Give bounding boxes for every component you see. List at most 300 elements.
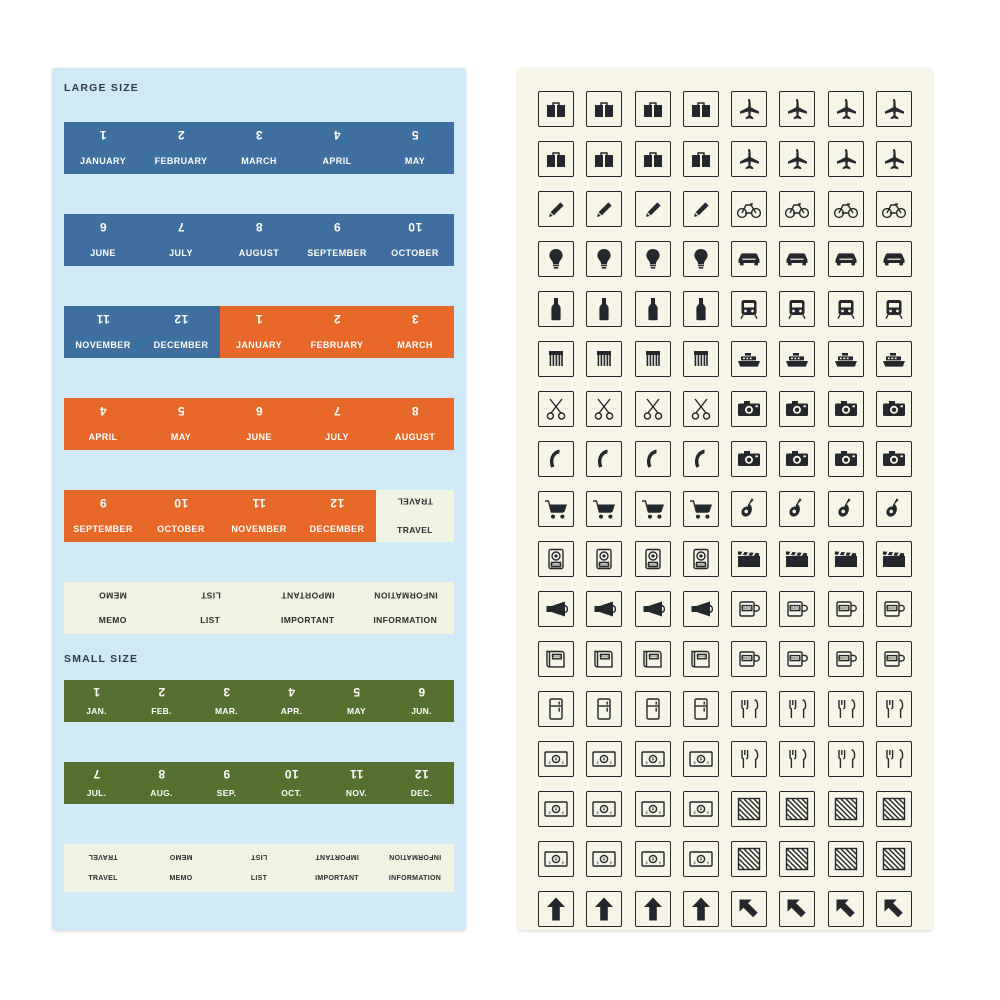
icon-sticker-cell[interactable] (870, 534, 918, 584)
icon-sticker-cell[interactable] (580, 534, 628, 584)
icon-sticker-cell[interactable] (870, 684, 918, 734)
icon-sticker-cell[interactable] (822, 284, 870, 334)
label-name: FEBRUARY (154, 156, 208, 166)
icon-sticker-cell[interactable] (773, 884, 821, 930)
icon-sticker-cell[interactable] (822, 84, 870, 134)
icon-sticker-cell[interactable] (580, 834, 628, 884)
label-cell[interactable] (142, 122, 220, 174)
label-number: 8 (255, 220, 263, 234)
label-name: SEPTEMBER (73, 524, 133, 534)
arrow-up-icon (586, 891, 622, 927)
label-cell[interactable] (142, 398, 220, 450)
label-strip-large-2[interactable] (64, 214, 454, 266)
label-cell-list[interactable] (162, 582, 260, 634)
icon-sticker-cell[interactable] (532, 884, 580, 930)
mug-icon (876, 591, 912, 627)
label-strip-large-3[interactable] (64, 306, 454, 358)
airplane-icon (779, 141, 815, 177)
icon-sticker-cell[interactable] (532, 84, 580, 134)
ship-icon (731, 341, 767, 377)
label-cell[interactable] (220, 214, 298, 266)
icon-sticker-cell[interactable] (773, 834, 821, 884)
book-icon (538, 641, 574, 677)
label-cell[interactable] (194, 762, 259, 804)
icon-sticker-cell[interactable] (677, 534, 725, 584)
briefcase-icon (683, 141, 719, 177)
book-icon (586, 641, 622, 677)
grid-icon (779, 841, 815, 877)
icon-sticker-cell[interactable] (677, 734, 725, 784)
icon-sticker-cell[interactable] (580, 184, 628, 234)
label-cell[interactable] (64, 306, 142, 358)
label-cell[interactable] (324, 680, 389, 722)
label-word: INFORMATION (388, 853, 442, 860)
icon-sticker-cell[interactable] (773, 584, 821, 634)
icon-sticker-cell[interactable] (773, 184, 821, 234)
icon-sticker-cell[interactable] (580, 634, 628, 684)
cutlery-icon (828, 741, 864, 777)
label-cell[interactable] (298, 306, 376, 358)
pencil-icon (635, 191, 671, 227)
icon-sticker-cell[interactable] (580, 284, 628, 334)
arrow-upleft-icon (828, 891, 864, 927)
label-strip-small-1[interactable] (64, 680, 454, 722)
icon-sticker-cell[interactable] (773, 284, 821, 334)
label-cell[interactable] (324, 762, 389, 804)
label-cell-travel[interactable] (64, 844, 142, 892)
svg-text:$: $ (548, 761, 551, 765)
label-name: MAR. (215, 705, 238, 716)
label-strip-small-words[interactable] (64, 844, 454, 892)
icon-sticker-cell[interactable] (773, 334, 821, 384)
label-cell[interactable] (64, 214, 142, 266)
svg-text:$: $ (548, 811, 551, 815)
label-strip-large-words[interactable] (64, 582, 454, 634)
icon-sticker-cell[interactable] (725, 334, 773, 384)
icon-sticker-cell[interactable] (629, 184, 677, 234)
ship-icon (779, 341, 815, 377)
icon-sticker-cell[interactable] (773, 134, 821, 184)
label-number: 2 (333, 312, 341, 326)
shopping-cart-icon (586, 491, 622, 527)
lightbulb-icon (538, 241, 574, 277)
icon-sticker-cell[interactable] (870, 434, 918, 484)
icon-sticker-cell[interactable] (629, 434, 677, 484)
briefcase-icon (538, 91, 574, 127)
guitar-icon (731, 491, 767, 527)
label-cell[interactable] (129, 762, 194, 804)
icon-sticker-cell[interactable] (677, 334, 725, 384)
icon-sticker-cell[interactable] (677, 784, 725, 834)
label-word: INFORMATION (388, 875, 442, 882)
svg-text:€: € (658, 761, 661, 765)
icon-sticker-cell[interactable] (677, 834, 725, 884)
icon-sticker-cell[interactable] (870, 484, 918, 534)
pencil-icon (683, 191, 719, 227)
icon-sticker-cell[interactable] (822, 134, 870, 184)
money-icon (538, 741, 574, 777)
icon-sticker-cell[interactable] (580, 584, 628, 634)
label-cell-important[interactable] (298, 844, 376, 892)
label-name: AUGUST (238, 248, 280, 258)
icon-sticker-cell[interactable] (822, 734, 870, 784)
label-cell[interactable] (142, 214, 220, 266)
label-cell-information[interactable] (357, 582, 455, 634)
mug-icon (731, 591, 767, 627)
icon-sticker-cell[interactable] (532, 634, 580, 684)
label-word: MEMO (98, 614, 127, 625)
icon-sticker-cell[interactable] (629, 484, 677, 534)
icon-sticker-cell[interactable] (677, 634, 725, 684)
label-cell[interactable] (64, 762, 129, 804)
icon-sticker-cell[interactable] (532, 784, 580, 834)
mug-icon (876, 641, 912, 677)
icon-sticker-cell[interactable] (773, 534, 821, 584)
label-word: LIST (200, 614, 221, 625)
label-cell[interactable] (220, 306, 298, 358)
label-number: 7 (92, 767, 101, 781)
label-cell-memo[interactable] (64, 582, 162, 634)
icon-sticker-cell[interactable] (580, 84, 628, 134)
icon-sticker-cell[interactable] (677, 184, 725, 234)
icon-sticker-cell[interactable] (725, 484, 773, 534)
camera-icon (779, 441, 815, 477)
label-cell[interactable] (376, 214, 454, 266)
icon-sticker-cell[interactable] (870, 334, 918, 384)
label-cell[interactable] (194, 680, 259, 722)
icon-sticker-cell[interactable] (580, 684, 628, 734)
icon-sticker-cell[interactable] (725, 734, 773, 784)
icon-sticker-cell[interactable] (580, 134, 628, 184)
svg-text:TRAVEL: TRAVEL (789, 606, 802, 611)
icon-sticker-cell[interactable] (629, 384, 677, 434)
label-number: 4 (99, 404, 107, 418)
icon-sticker-cell[interactable] (677, 484, 725, 534)
label-cell[interactable] (259, 762, 324, 804)
svg-text:€: € (658, 861, 661, 865)
icon-sticker-cell[interactable] (870, 834, 918, 884)
icon-sticker-cell[interactable] (629, 784, 677, 834)
label-cell-travel[interactable] (376, 490, 454, 542)
icon-sticker-cell[interactable] (677, 884, 725, 930)
icon-sticker-cell[interactable] (725, 434, 773, 484)
label-cell[interactable] (220, 490, 298, 542)
icon-sticker-cell[interactable] (580, 434, 628, 484)
camera-icon (876, 441, 912, 477)
icon-sticker-cell[interactable] (580, 484, 628, 534)
label-name: JUL. (86, 787, 107, 798)
cutlery-icon (876, 691, 912, 727)
icon-sticker-cell[interactable] (725, 184, 773, 234)
lightbulb-icon (683, 241, 719, 277)
label-cell[interactable] (259, 680, 324, 722)
label-cell[interactable] (64, 680, 129, 722)
icon-sticker-cell[interactable] (532, 134, 580, 184)
icon-sticker-cell[interactable] (677, 584, 725, 634)
icon-sticker-cell[interactable] (870, 584, 918, 634)
icon-sticker-cell[interactable] (580, 384, 628, 434)
train-icon (876, 291, 912, 327)
icon-sticker-cell[interactable] (725, 534, 773, 584)
icon-sticker-cell[interactable] (532, 184, 580, 234)
icon-sticker-cell[interactable] (532, 234, 580, 284)
icon-sticker-cell[interactable] (822, 484, 870, 534)
icon-sticker-cell[interactable] (822, 884, 870, 930)
camera-icon (828, 441, 864, 477)
label-strip-small-2[interactable] (64, 762, 454, 804)
icon-sticker-cell[interactable] (629, 534, 677, 584)
svg-text:€: € (562, 811, 564, 815)
icon-sticker-cell[interactable] (532, 384, 580, 434)
icon-sticker-cell[interactable] (725, 784, 773, 834)
icon-sticker-cell[interactable] (532, 284, 580, 334)
label-cell[interactable] (129, 680, 194, 722)
label-cell[interactable] (389, 762, 454, 804)
icon-sticker-cell[interactable] (725, 384, 773, 434)
icon-sticker-cell[interactable] (773, 684, 821, 734)
icon-sticker-cell[interactable] (532, 834, 580, 884)
svg-text:¥: ¥ (699, 857, 703, 864)
shopping-cart-icon (683, 491, 719, 527)
icon-sticker-cell[interactable] (870, 284, 918, 334)
label-name: NOV. (345, 787, 368, 798)
icon-sticker-cell[interactable] (629, 734, 677, 784)
icon-sticker-cell[interactable] (773, 634, 821, 684)
pencil-icon (538, 191, 574, 227)
money-icon (538, 791, 574, 827)
svg-text:¥: ¥ (651, 807, 654, 814)
icon-sticker-cell[interactable] (532, 534, 580, 584)
label-cell-list[interactable] (220, 844, 298, 892)
icon-sticker-cell[interactable] (725, 84, 773, 134)
megaphone-icon (586, 591, 622, 627)
label-cell[interactable] (64, 490, 142, 542)
icon-sticker-cell[interactable] (725, 584, 773, 634)
label-number: 11 (349, 767, 364, 781)
icon-sticker-cell[interactable] (725, 884, 773, 930)
wine-bottle-icon (586, 291, 622, 327)
label-name: MAY (404, 156, 426, 166)
icon-sticker-cell[interactable] (580, 784, 628, 834)
icon-sticker-cell[interactable] (822, 584, 870, 634)
icon-sticker-cell[interactable] (725, 234, 773, 284)
megaphone-icon (683, 591, 719, 627)
icon-sticker-cell[interactable] (870, 134, 918, 184)
icon-sticker-cell[interactable] (580, 734, 628, 784)
icon-sticker-cell[interactable] (677, 384, 725, 434)
icon-sticker-cell[interactable] (773, 384, 821, 434)
icon-sticker-cell[interactable] (532, 684, 580, 734)
icon-sticker-cell[interactable] (822, 384, 870, 434)
icon-sticker-cell[interactable] (580, 234, 628, 284)
label-cell[interactable] (298, 490, 376, 542)
icon-sticker-cell[interactable] (822, 184, 870, 234)
icon-sticker-cell[interactable] (773, 784, 821, 834)
icon-sticker-cell[interactable] (629, 834, 677, 884)
label-strip-large-4[interactable] (64, 398, 454, 450)
icon-sticker-cell[interactable] (629, 134, 677, 184)
icon-sticker-cell[interactable] (870, 734, 918, 784)
label-cell[interactable] (142, 490, 220, 542)
camera-back-icon (538, 541, 574, 577)
label-strip-large-5[interactable] (64, 490, 454, 542)
icon-sticker-cell[interactable] (725, 684, 773, 734)
svg-text:$: $ (693, 811, 696, 815)
megaphone-icon (635, 591, 671, 627)
label-cell[interactable] (376, 122, 454, 174)
icon-sticker-cell[interactable] (725, 834, 773, 884)
icon-sticker-cell[interactable] (629, 884, 677, 930)
label-name: OCT. (281, 787, 302, 798)
icon-sticker-cell[interactable] (822, 434, 870, 484)
icon-sticker-cell[interactable] (677, 684, 725, 734)
icon-sticker-cell[interactable] (629, 284, 677, 334)
icon-sticker-cell[interactable] (773, 434, 821, 484)
icon-sticker-cell[interactable] (725, 134, 773, 184)
mug-icon (731, 641, 767, 677)
icon-sticker-cell[interactable] (629, 234, 677, 284)
airplane-icon (876, 141, 912, 177)
camera-icon (828, 391, 864, 427)
label-number: 12 (414, 767, 429, 781)
icon-sticker-cell[interactable] (870, 184, 918, 234)
arrow-upleft-icon (876, 891, 912, 927)
icon-sticker-cell[interactable] (629, 634, 677, 684)
icon-sticker-cell[interactable] (773, 484, 821, 534)
label-cell[interactable] (376, 306, 454, 358)
icon-sticker-cell[interactable] (677, 434, 725, 484)
icon-sticker-cell[interactable] (580, 884, 628, 930)
label-number: 3 (411, 312, 419, 326)
label-cell-information[interactable] (376, 844, 454, 892)
camera-back-icon (683, 541, 719, 577)
label-name: FEB. (151, 705, 172, 716)
label-strip-large-1[interactable] (64, 122, 454, 174)
label-cell[interactable] (64, 398, 142, 450)
svg-text:TRAVEL: TRAVEL (551, 654, 563, 659)
grid-icon (828, 791, 864, 827)
label-cell-important[interactable] (259, 582, 357, 634)
icon-sticker-cell[interactable] (629, 684, 677, 734)
label-word: IMPORTANT (315, 875, 359, 882)
label-number: 8 (157, 767, 166, 781)
svg-text:$: $ (693, 761, 696, 765)
label-cell[interactable] (142, 306, 220, 358)
icon-sticker-cell[interactable] (677, 134, 725, 184)
comb-icon (538, 341, 574, 377)
airplane-icon (731, 91, 767, 127)
icon-sticker-cell[interactable] (532, 734, 580, 784)
guitar-icon (828, 491, 864, 527)
pencil-icon (586, 191, 622, 227)
svg-text:¥: ¥ (699, 807, 703, 814)
label-cell[interactable] (64, 122, 142, 174)
icon-sticker-cell[interactable] (629, 84, 677, 134)
icon-sticker-cell[interactable] (532, 484, 580, 534)
wine-bottle-icon (538, 291, 574, 327)
icon-sticker-cell[interactable] (532, 334, 580, 384)
icon-sticker-cell[interactable] (629, 334, 677, 384)
label-cell[interactable] (298, 214, 376, 266)
icon-sticker-cell[interactable] (870, 884, 918, 930)
comb-icon (635, 341, 671, 377)
money-icon (683, 841, 719, 877)
icon-sticker-cell[interactable] (870, 84, 918, 134)
mug-icon (828, 641, 864, 677)
label-name: DECEMBER (309, 524, 365, 534)
label-name: SEP. (216, 787, 237, 798)
icon-sticker-cell[interactable] (822, 234, 870, 284)
label-number: 6 (255, 404, 263, 418)
guitar-icon (876, 491, 912, 527)
icon-sticker-cell[interactable] (822, 634, 870, 684)
clapperboard-icon (779, 541, 815, 577)
label-number: 12 (173, 312, 189, 326)
grid-icon (779, 791, 815, 827)
label-number: 1 (255, 312, 263, 326)
svg-text:$: $ (645, 811, 648, 815)
label-number: 4 (333, 128, 341, 142)
icon-sticker-cell[interactable] (822, 534, 870, 584)
refrigerator-icon (635, 691, 671, 727)
icon-sticker-cell[interactable] (773, 734, 821, 784)
label-cell[interactable] (298, 122, 376, 174)
comb-icon (586, 341, 622, 377)
label-number: 2 (157, 685, 166, 699)
icon-sticker-cell[interactable] (822, 684, 870, 734)
icon-sticker-cell[interactable] (629, 584, 677, 634)
label-name: NOVEMBER (75, 340, 131, 350)
icon-sticker-cell[interactable] (725, 634, 773, 684)
icon-sticker-cell[interactable] (822, 784, 870, 834)
label-number: 8 (411, 404, 419, 418)
label-cell[interactable] (376, 398, 454, 450)
airplane-icon (779, 91, 815, 127)
icon-sticker-cell[interactable] (677, 234, 725, 284)
svg-text:$: $ (693, 861, 696, 865)
icon-sticker-cell[interactable] (773, 84, 821, 134)
icon-sticker-cell[interactable] (822, 834, 870, 884)
icon-sticker-cell[interactable] (677, 284, 725, 334)
label-cell[interactable] (298, 398, 376, 450)
icon-sticker-cell[interactable] (870, 784, 918, 834)
label-word: TRAVEL (397, 524, 433, 535)
label-cell[interactable] (389, 680, 454, 722)
icon-sticker-cell[interactable] (677, 84, 725, 134)
label-cell[interactable] (220, 398, 298, 450)
cutlery-icon (828, 691, 864, 727)
svg-text:€: € (562, 761, 564, 765)
label-number: 6 (417, 685, 426, 699)
scissors-icon (538, 391, 574, 427)
icon-sticker-cell[interactable] (870, 234, 918, 284)
icon-sticker-cell[interactable] (532, 584, 580, 634)
icon-sticker-cell[interactable] (822, 334, 870, 384)
icon-sticker-cell[interactable] (773, 234, 821, 284)
label-cell[interactable] (220, 122, 298, 174)
clapperboard-icon (828, 541, 864, 577)
label-cell-memo[interactable] (142, 844, 220, 892)
label-number: 5 (177, 404, 185, 418)
car-icon (876, 241, 912, 277)
icon-sticker-cell[interactable] (580, 334, 628, 384)
icon-sticker-cell[interactable] (532, 434, 580, 484)
telephone-icon (586, 441, 622, 477)
label-word: IMPORTANT (281, 590, 335, 601)
icon-sticker-cell[interactable] (870, 384, 918, 434)
icon-sticker-cell[interactable] (725, 284, 773, 334)
icon-sticker-cell[interactable] (870, 634, 918, 684)
